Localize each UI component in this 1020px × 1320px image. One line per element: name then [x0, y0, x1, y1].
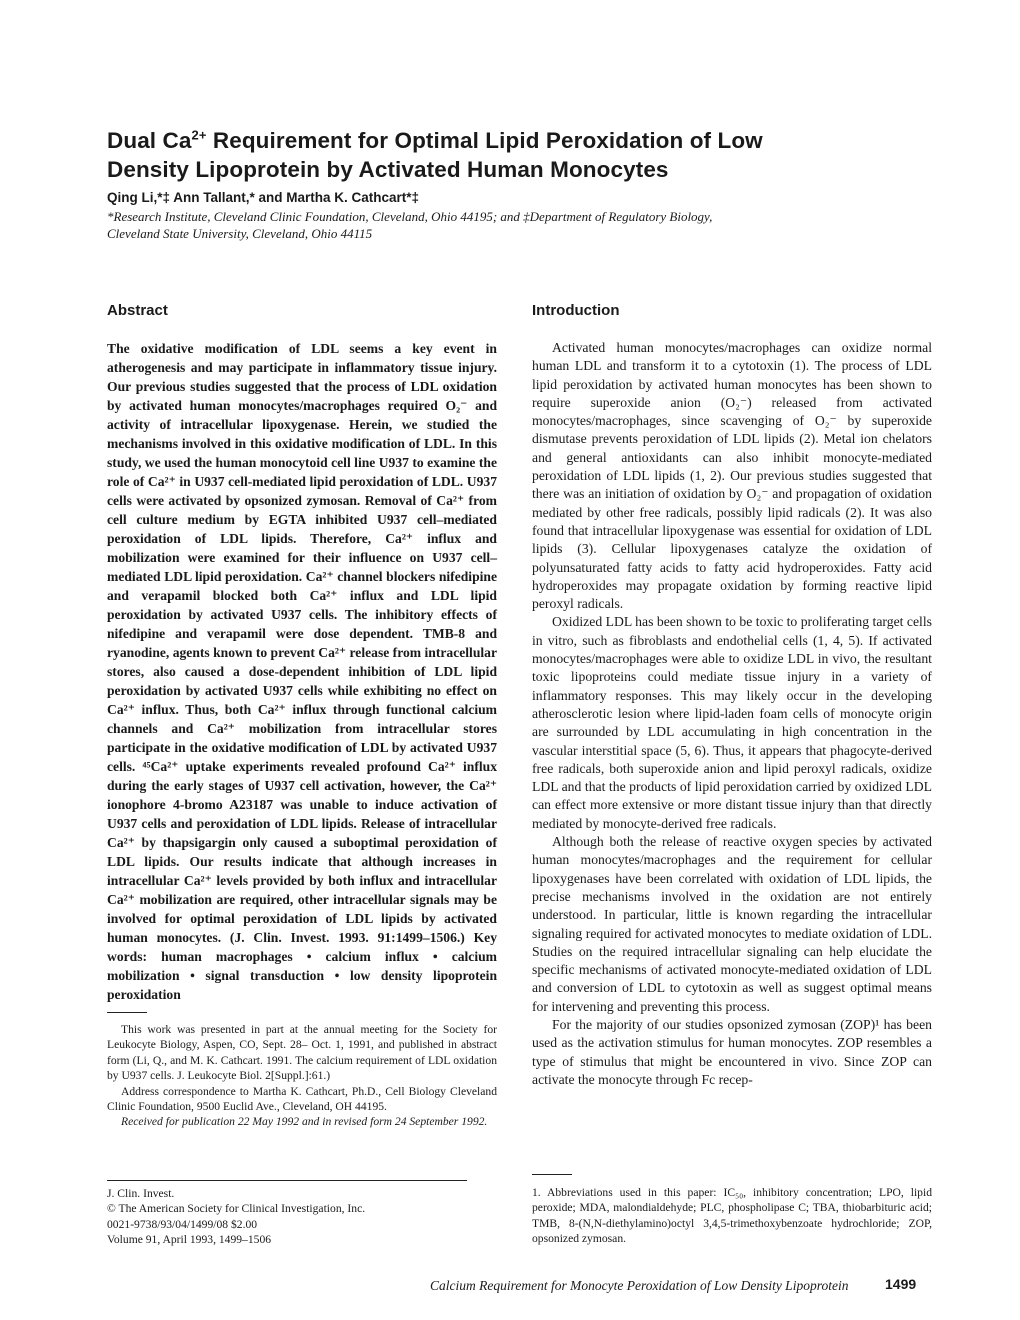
intro-paragraph: For the majority of our studies opsonized zymosan (ZOP)¹ has been used as the activation stimulus for human monocytes. ZOP resembles a type of stimulus that might be encountered in vivo. Since ZOP can activate the monocyte through Fc recep-: [532, 1016, 932, 1087]
abstract-text: The oxidative modification of LDL seems a key event in atherogenesis and may participate in inflammatory tissue injury. Our previous studies suggested that the process of LDL oxidation by activated human monocytes/macrophages required O₂⁻ and activity of intracellular lipoxygenase. Herein, we studied the mechanisms involved in this oxidative modification of LDL. In this study, we used the human monocytoid cell line U937 to examine the role of Ca²⁺ in U937 cell-mediated lipid peroxidation of LDL. U937 cells were activated by opsonized zymosan. Removal of Ca²⁺ from cell culture medium by EGTA inhibited U937 cell–mediated peroxidation of LDL lipids. Therefore, Ca²⁺ influx and mobilization were examined for their influence on U937 cell–mediated LDL lipid peroxidation. Ca²⁺ channel blockers nifedipine and verapamil blocked both Ca²⁺ influx and LDL lipid peroxidation by activated U937 cells. The inhibitory effects of nifedipine and verapamil were dose dependent. TMB-8 and ryanodine, agents known to prevent Ca²⁺ release from intracellular stores, also caused a dose-dependent inhibition of LDL lipid peroxidation by activated U937 cells while exhibiting no effect on Ca²⁺ influx. Thus, both Ca²⁺ influx through functional calcium channels and Ca²⁺ mobilization from intracellular stores participate in the oxidative modification of LDL by activated U937 cells. ⁴⁵Ca²⁺ uptake experiments revealed profound Ca²⁺ influx during the early stages of U937 cell activation, however, the Ca²⁺ ionophore 4-bromo A23187 was unable to induce activation of U937 cells and peroxidation of LDL lipids. Release of intracellular Ca²⁺ by thapsigargin only caused a suboptimal peroxidation of LDL lipids. Our results indicate that although increases in intracellular Ca²⁺ levels provided by both influx and intracellular Ca²⁺ mobilization are required, other intracellular signals may be involved for optimal peroxidation of LDL lipids by activated human monocytes. (J. Clin. Invest. 1993. 91:1499–1506.) Key words: human macrophages • calcium influx • calcium mobilization • signal transduction • low density lipoprotein peroxidation: [107, 341, 497, 1002]
author-list: Qing Li,*‡ Ann Tallant,* and Martha K. Cathcart*‡: [107, 190, 420, 205]
abstract-heading: Abstract: [107, 302, 168, 319]
abbreviations-divider: [532, 1174, 572, 1175]
issn-line: 0021-9738/93/04/1499/08 $2.00: [107, 1217, 258, 1231]
correspondence-note: Address correspondence to Martha K. Cathcart, Ph.D., Cell Biology Cleveland Clinic Foundation, 9500 Euclid Ave., Cleveland, OH 44195.: [107, 1084, 497, 1114]
article-title: [107, 126, 827, 184]
title-superscript: 2+: [191, 127, 207, 143]
running-title: Calcium Requirement for Monocyte Peroxidation of Low Density Lipoprotein: [430, 1278, 849, 1293]
abbreviations-text: 1. Abbreviations used in this paper: IC₅₀, inhibitory concentration; LPO, lipid peroxide; MDA, malondialdehyde; PLC, phospholipase C; TBA, thiobarbituric acid; TMB, 8-(N,N-diethylamino)octyl 3,4,5-trimethoxybenzoate hydrochloride; ZOP, opsonized zymosan.: [532, 1186, 932, 1246]
affiliation: *Research Institute, Cleveland Clinic Foundation, Cleveland, Ohio 44195; and ‡Department of Regulatory Biology, Cleveland State University, Cleveland, Ohio 44115: [107, 209, 713, 241]
presentation-note: This work was presented in part at the annual meeting for the Society for Leukocyte Biology, Aspen, CO, Sept. 28– Oct. 1, 1991, and published in abstract form (Li, Q., and M. K. Cathcart. 1991. The calcium requirement of LDL oxidation by U937 cells. J. Leukocyte Biol. 2[Suppl.]:61.): [107, 1023, 497, 1083]
abstract-section: [107, 302, 497, 1004]
copyright-divider: [107, 1180, 467, 1181]
title-pre: Dual Ca: [107, 128, 192, 153]
introduction-section: [532, 302, 932, 1089]
title-post: Requirement for Optimal Lipid Peroxidation of Low Density Lipoprotein by Activated Human Monocytes: [107, 128, 763, 182]
volume-line: Volume 91, April 1993, 1499–1506: [107, 1233, 272, 1247]
received-note: Received for publication 22 May 1992 and in revised form 24 September 1992.: [121, 1115, 488, 1129]
intro-paragraph: Activated human monocytes/macrophages can oxidize normal human LDL and transform it to a cytotoxin (1). The process of LDL lipid peroxidation by activated human monocytes has been shown to require superoxide anion (O₂⁻) released from activated monocytes/macrophages, since scavenging of O₂⁻ by superoxide dismutase prevents peroxidation of LDL lipids (2). Metal ion chelators and general antioxidants can also inhibit monocyte-mediated peroxidation of LDL lipids (1, 2). Our previous studies suggested that there was an initiation of oxidation by O₂⁻ and propagation of oxidation mediated by other free radicals, possibly lipid radicals (2). It was also found that intracellular lipoxygenase was essential for oxidation of LDL lipids (3). Cellular lipoxygenases catalyze the oxidation of polyunsaturated fatty acids to fatty acid hydroperoxides. Fatty acid hydroperoxides may propagate oxidation by forming reactive lipid peroxyl radicals.: [532, 340, 932, 612]
abbreviations-footnote: [532, 1174, 932, 1247]
intro-paragraph: Although both the release of reactive oxygen species by activated human monocytes/macrophages and the requirement for cellular lipoxygenases have been correlated with oxidation of LDL lipids, the precise mechanisms involved in the oxidation are not entirely understood. In particular, little is known regarding the intracellular signaling required for activated monocytes to mediate oxidation of LDL. Studies on the required intracellular signaling can help elucidate the specific mechanisms of activated monocyte-mediated oxidation of LDL and conversion of LDL to cytotoxin as well as suggest optimal means for intervening and preventing this process.: [532, 834, 932, 1014]
footnote-divider: [107, 1012, 147, 1013]
article-footnotes: [107, 1012, 497, 1130]
intro-paragraph: Oxidized LDL has been shown to be toxic to proliferating target cells in vitro, such as fibroblasts and endothelial cells (1, 4, 5). If activated monocytes/macrophages were able to oxidize LDL in vivo, the resultant toxic lipoproteins could mediate tissue injury in a variety of inflammatory responses. This may likely occur in the developing atherosclerotic lesion where lipid-laden foam cells of monocyte origin are surrounded by LDL accumulating in high concentration in the vascular interstitial space (5, 6). Thus, it appears that phagocyte-derived free radicals, both superoxide anion and lipid peroxyl radicals, oxidize LDL and that the products of lipid peroxidation carried by oxidized LDL can effect more extensive or more distant tissue injury than that directly mediated by monocyte-derived free radicals.: [532, 614, 932, 831]
copyright-block: [107, 1186, 365, 1248]
introduction-heading: Introduction: [532, 302, 620, 319]
copyright-society: © The American Society for Clinical Investigation, Inc.: [107, 1202, 366, 1216]
journal-abbrev: J. Clin. Invest.: [107, 1187, 175, 1200]
page-number: 1499: [885, 1276, 917, 1292]
